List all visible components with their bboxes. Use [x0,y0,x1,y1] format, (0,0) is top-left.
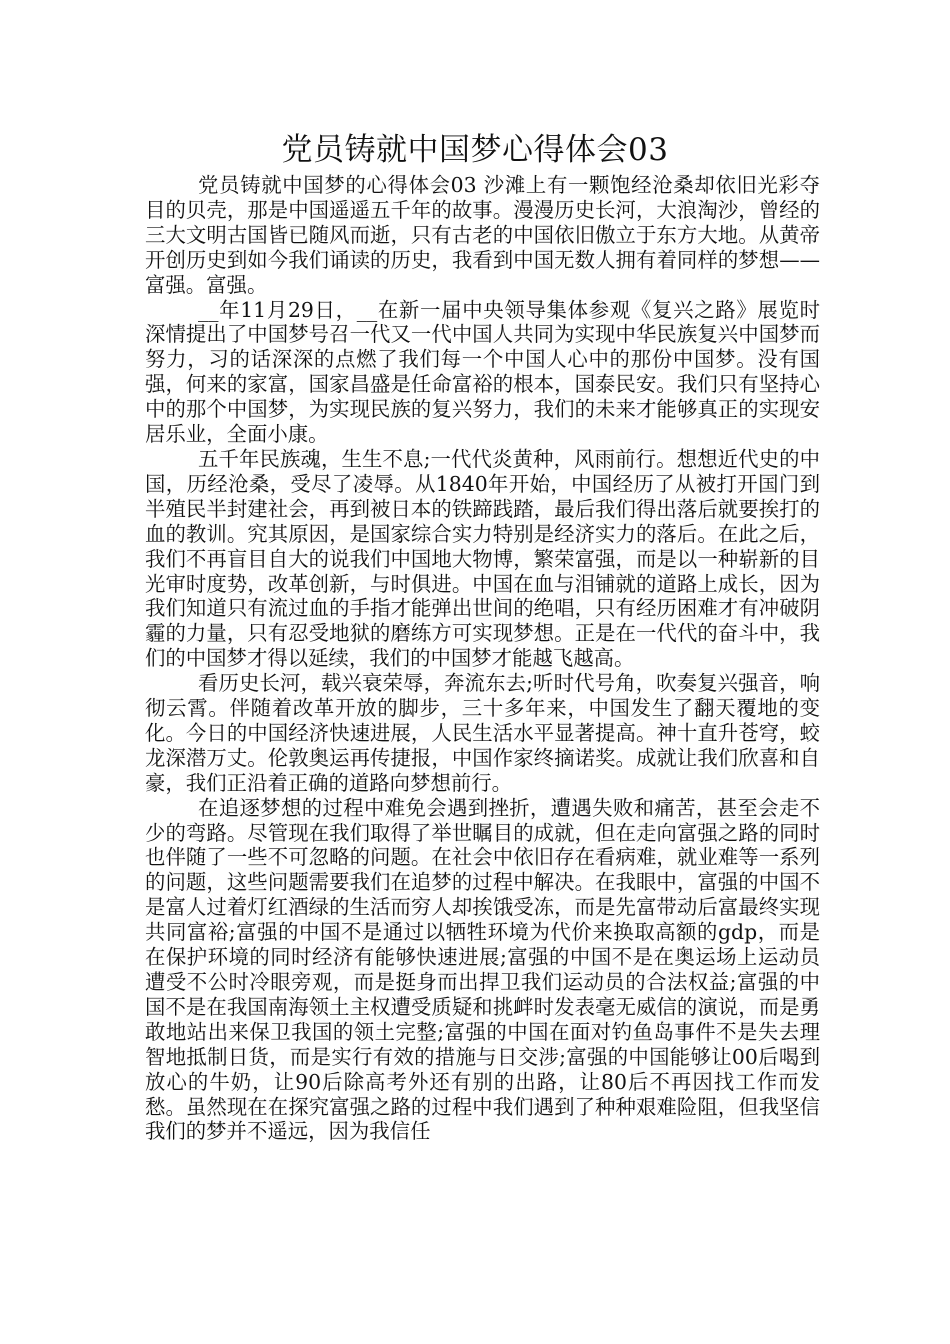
paragraph-2: __年11月29日，__在新一届中央领导集体参观《复兴之路》展览时深情提出了中国梦号召一代又一代中国人共同为实现中华民族复兴中国梦而努力，习的话深深的点燃了我们每一个中国人心中的那份中国梦。没有国强，何来的家富，国家昌盛是任命富裕的根本，国泰民安。我们只有坚持心中的那个中国梦，为实现民族的复兴努力，我们的未来才能够真正的实现安居乐业，全面小康。 [145,297,820,447]
paragraph-5: 在追逐梦想的过程中难免会遇到挫折，遭遇失败和痛苦，甚至会走不少的弯路。尽管现在我们取得了举世瞩目的成就，但在走向富强之路的同时也伴随了一些不可忽略的问题。在社会中依旧存在看病难，就业难等一系列的问题，这些问题需要我们在追梦的过程中解决。在我眼中，富强的中国不是富人过着灯红酒绿的生活而穷人却挨饿受冻，而是先富带动后富最终实现共同富裕;富强的中国不是通过以牺牲环境为代价来换取高额的gdp，而是在保护环境的同时经济有能够快速进展;富强的中国不是在奥运场上运动员遭受不公时冷眼旁观，而是挺身而出捍卫我们运动员的合法权益;富强的中国不是在我国南海领土主权遭受质疑和挑衅时发表毫无威信的演说，而是勇敢地站出来保卫我国的领土完整;富强的中国在面对钓鱼岛事件不是失去理智地抵制日货，而是实行有效的措施与日交涉;富强的中国能够让00后喝到放心的牛奶，让90后除高考外还有别的出路，让80后不再因找工作而发愁。虽然现在在探究富强之路的过程中我们遇到了种种艰难险阻，但我坚信我们的梦并不遥远，因为我信任 [145,795,820,1144]
document-title: 党员铸就中国梦心得体会03 [281,132,669,168]
paragraph-3: 五千年民族魂，生生不息;一代代炎黄种，风雨前行。想想近代史的中国，历经沧桑，受尽了凌辱。从1840年开始，中国经历了从被打开国门到半殖民半封建社会，再到被日本的铁蹄践踏，最后我们得出落后就要挨打的血的教训。究其原因，是国家综合实力特别是经济实力的落后。在此之后，我们不再盲目自大的说我们中国地大物博，繁荣富强，而是以一种崭新的目光审时度势，改革创新，与时俱进。中国在血与泪铺就的道路上成长，因为我们知道只有流过血的手指才能弹出世间的绝唱，只有经历困难才有冲破阴霾的力量，只有忍受地狱的磨练方可实现梦想。正是在一代代的奋斗中，我们的中国梦才得以延续，我们的中国梦才能越飞越高。 [145,446,820,671]
document-body [145,173,820,1144]
paragraph-1: 党员铸就中国梦的心得体会03 沙滩上有一颗饱经沧桑却依旧光彩夺目的贝壳，那是中国遥遥五千年的故事。漫漫历史长河，大浪淘沙，曾经的三大文明古国皆已随风而逝，只有古老的中国依旧傲立于东方大地。从黄帝开创历史到如今我们诵读的历史，我看到中国无数人拥有着同样的梦想——富强。富强。 [145,173,820,297]
paragraph-4: 看历史长河，载兴衰荣辱，奔流东去;听时代号角，吹奏复兴强音，响彻云霄。伴随着改革开放的脚步，三十多年来，中国发生了翻天覆地的变化。今日的中国经济快速进展，人民生活水平显著提高。神十直升苍穹，蛟龙深潜万丈。伦敦奥运再传捷报，中国作家终摘诺奖。成就让我们欣喜和自豪，我们正沿着正确的道路向梦想前行。 [145,671,820,795]
